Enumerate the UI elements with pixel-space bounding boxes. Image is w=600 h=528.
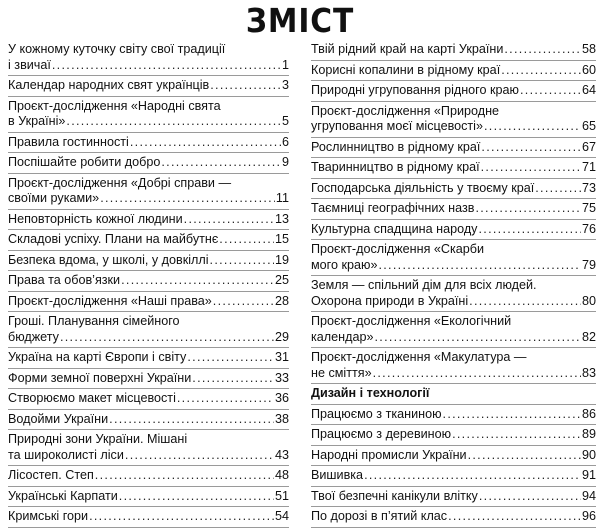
toc-entry-title-line: календар» [311,329,374,344]
toc-entry-title-line: Водойми України [8,411,109,426]
toc-entry-page-number: 64 [581,83,596,97]
toc-entry[interactable] [8,509,289,528]
toc-entry-page-number: 48 [274,468,289,482]
toc-entry-title-line: бюджету [8,329,59,344]
toc-entry-title-line: Безпека вдома, у школі, у довкіллі [8,252,209,267]
toc-left-column [8,42,289,528]
toc-entry-page-number: 80 [581,293,596,308]
leader-dots [520,83,581,99]
toc-entry-page-number: 89 [581,427,596,441]
toc-entry-title-line: Проєкт-дослідження «Екологічний [311,314,512,328]
toc-entry-title-line: своїми руками» [8,191,100,205]
leader-dots [452,427,581,443]
toc-entry-title-line: Проєкт-дослідження «Наші права» [8,293,212,308]
toc-entry[interactable] [8,155,289,174]
toc-entry-title-line: Працюємо з тканиною [311,406,442,421]
toc-entry-title-line: і звичаї [8,57,51,72]
toc-entry-title-line: Права та обов’язки [8,273,121,287]
leader-dots [60,330,274,346]
toc-entry-title-line: Україна на карті Європи і світу [8,350,187,364]
leader-dots [187,350,274,366]
leader-dots [468,448,581,464]
toc-entry[interactable] [311,448,596,467]
toc-entry-title-line: не сміття» [311,365,372,380]
leader-dots [484,119,581,135]
leader-dots [125,448,274,464]
toc-entry[interactable] [311,509,596,528]
toc-entry-page-number: 6 [281,134,289,149]
toc-entry[interactable] [8,412,289,431]
toc-entry-title-line: Природні угруповання рідного краю [311,83,519,97]
leader-dots [219,232,274,248]
toc-entry-page-number: 19 [274,252,289,267]
toc-entry-title-line: Господарська діяльність у твоєму краї [311,180,535,195]
toc-entry[interactable] [311,160,596,179]
toc-entry-page-number: 79 [581,257,596,272]
toc-entry-page-number: 43 [274,447,289,462]
leader-dots [475,201,581,217]
toc-entry-page-number: 76 [581,221,596,236]
toc-entry-title-line: Гроші. Планування сімейного [8,314,180,328]
toc-entry[interactable] [311,489,596,508]
leader-dots [213,294,274,310]
leader-dots [504,42,581,58]
toc-entry-title-line: мого краю» [311,257,378,272]
toc-entry[interactable] [311,407,596,426]
leader-dots [378,258,581,274]
toc-entry-title-line: Створюємо макет місцевості [8,391,176,405]
toc-entry-title-line: Правила гостинності [8,134,129,149]
toc-entry-title-line: Кримські гори [8,509,89,523]
toc-entry[interactable] [311,181,596,200]
toc-entry-title-line: Твій рідний край на карті України [311,42,504,56]
toc-entry-title-line: Корисні копалини в рідному краї [311,62,501,77]
leader-dots [100,191,275,207]
toc-entry-title-line: Неповторність кожної людини [8,211,183,226]
toc-entry[interactable] [8,99,289,133]
toc-entry-page-number: 36 [274,391,289,405]
toc-entry-title-line: Тваринництво в рідному краї [311,160,480,174]
toc-entry-title-line: Природні зони України. Мішані [8,432,188,446]
toc-entry-title-line: Проєкт-дослідження «Скарби [311,242,485,256]
toc-entry[interactable] [8,42,289,76]
toc-entry[interactable] [8,489,289,508]
leader-dots [448,509,581,525]
toc-entry[interactable] [311,42,596,61]
leader-dots [481,160,581,176]
toc-entry-page-number: 86 [581,406,596,421]
toc-entry[interactable] [311,242,596,276]
toc-entry-title-line: Культурна спадщина народу [311,221,478,236]
toc-entry-page-number: 29 [274,329,289,344]
leader-dots [364,468,581,484]
toc-entry-title-line: Поспішайте робити добро [8,155,161,169]
toc-entry[interactable] [8,391,289,410]
toc-entry-page-number: 67 [581,139,596,154]
leader-dots [161,155,281,171]
toc-entry[interactable] [8,176,289,210]
toc-entry-page-number: 82 [581,329,596,344]
page-title: ЗМІСТ [245,1,355,40]
toc-entry-page-number: 1 [281,57,289,72]
toc-entry-title-line: Вишивка [311,468,364,482]
toc-entry-page-number: 31 [274,350,289,364]
toc-entry-title-line: в Україні» [8,114,66,128]
toc-entry[interactable] [311,63,596,82]
leader-dots [374,330,581,346]
toc-entry[interactable] [8,371,289,390]
toc-entry-title-line: Проєкт-дослідження «Макулатура — [311,350,527,364]
toc-entry[interactable] [311,468,596,487]
toc-entry-page-number: 54 [274,509,289,523]
toc-entry[interactable] [311,222,596,241]
leader-dots [210,78,281,94]
leader-dots [95,468,274,484]
toc-entry-page-number: 3 [281,78,289,92]
toc-entry-title-line: Проєкт-дослідження «Природне [311,103,500,118]
toc-entry-page-number: 13 [274,211,289,226]
toc-entry-title-line: У кожному куточку світу свої традиції [8,42,226,56]
toc-entry-title-line: Твої безпечні канікули влітку [311,488,478,503]
leader-dots [121,273,274,289]
toc-entry[interactable] [311,278,596,312]
toc-entry-page-number: 71 [581,160,596,174]
leader-dots [373,366,581,382]
toc-entry[interactable] [8,78,289,97]
toc-entry-page-number: 91 [581,468,596,482]
toc-entry-title-line: Проєкт-дослідження «Народні свята [8,98,221,113]
toc-entry[interactable] [8,468,289,487]
leader-dots [66,114,281,130]
leader-dots [89,509,274,525]
toc-entry-title-line: Форми земної поверхні України [8,370,192,385]
toc-entry-page-number: 28 [274,293,289,308]
toc-entry-page-number: 90 [581,447,596,462]
toc-entry-page-number: 94 [581,488,596,503]
toc-entry-page-number: 65 [581,119,596,133]
toc-entry-page-number: 51 [274,488,289,503]
toc-entry[interactable] [311,350,596,384]
toc-entry-title-line: Українські Карпати [8,488,118,503]
toc-entry-title-line: Таємниці географічних назв [311,201,475,215]
leader-dots [192,371,274,387]
toc-entry[interactable] [311,140,596,159]
leader-dots [479,489,581,505]
toc-entry-page-number: 25 [274,273,289,287]
toc-entry-title-line: угруповання моєї місцевості» [311,119,483,133]
toc-entry-page-number: 96 [581,509,596,523]
toc-entry[interactable] [8,314,289,348]
toc-entry[interactable] [8,212,289,231]
toc-entry-page-number: 9 [281,155,289,169]
toc-entry-page-number: 5 [281,114,289,128]
toc-entry-title-line: Календар народних свят українців [8,78,210,92]
toc-entry[interactable] [8,273,289,292]
leader-dots [177,391,274,407]
toc-entry-page-number: 11 [275,191,289,205]
leader-dots [109,412,274,428]
toc-entry[interactable] [8,232,289,251]
toc-entry-title-line: По дорозі в п’ятий клас [311,509,448,523]
toc-entry-page-number: 38 [274,411,289,426]
toc-entry[interactable] [311,314,596,348]
toc-entry[interactable] [8,294,289,313]
leader-dots [52,58,281,74]
leader-dots [535,181,581,197]
leader-dots [130,135,281,151]
toc-entry[interactable] [8,350,289,369]
toc-entry-title-line: Рослинництво в рідному краї [311,139,481,154]
toc-entry-title-line: Проєкт-дослідження «Добрі справи — [8,175,232,190]
toc-entry[interactable] [8,432,289,466]
toc-entry-title-line: Народні промисли України [311,447,467,462]
toc-entry-title-line: Складові успіху. Плани на майбутнє [8,232,219,246]
section-heading: Дизайн і технології [311,386,596,405]
toc-entry-title-line: та широколисті ліси [8,447,124,462]
toc-entry-page-number: 58 [581,42,596,56]
toc-entry-page-number: 75 [581,201,596,215]
leader-dots [443,407,581,423]
leader-dots [210,253,274,269]
toc-right-column [311,42,596,528]
toc-entry-page-number: 60 [581,62,596,77]
leader-dots [481,140,581,156]
toc-entry-page-number: 73 [581,180,596,195]
leader-dots [184,212,274,228]
toc-entry-page-number: 15 [274,232,289,246]
leader-dots [501,63,581,79]
toc-entry-title-line: Земля — спільний дім для всіх людей. [311,278,537,292]
toc-entry-page-number: 33 [274,370,289,385]
toc-entry[interactable] [8,135,289,154]
toc-entry[interactable] [311,201,596,220]
toc-entry-title-line: Працюємо з деревиною [311,427,452,441]
toc-entry[interactable] [8,253,289,272]
toc-entry[interactable] [311,83,596,102]
toc-entry[interactable] [311,427,596,446]
leader-dots [469,294,581,310]
leader-dots [478,222,581,238]
leader-dots [119,489,274,505]
toc-entry-title-line: Охорона природи в Україні [311,293,469,308]
toc-entry[interactable] [311,104,596,138]
toc-entry-page-number: 83 [581,365,596,380]
toc-entry-title-line: Лісостеп. Степ [8,468,94,482]
